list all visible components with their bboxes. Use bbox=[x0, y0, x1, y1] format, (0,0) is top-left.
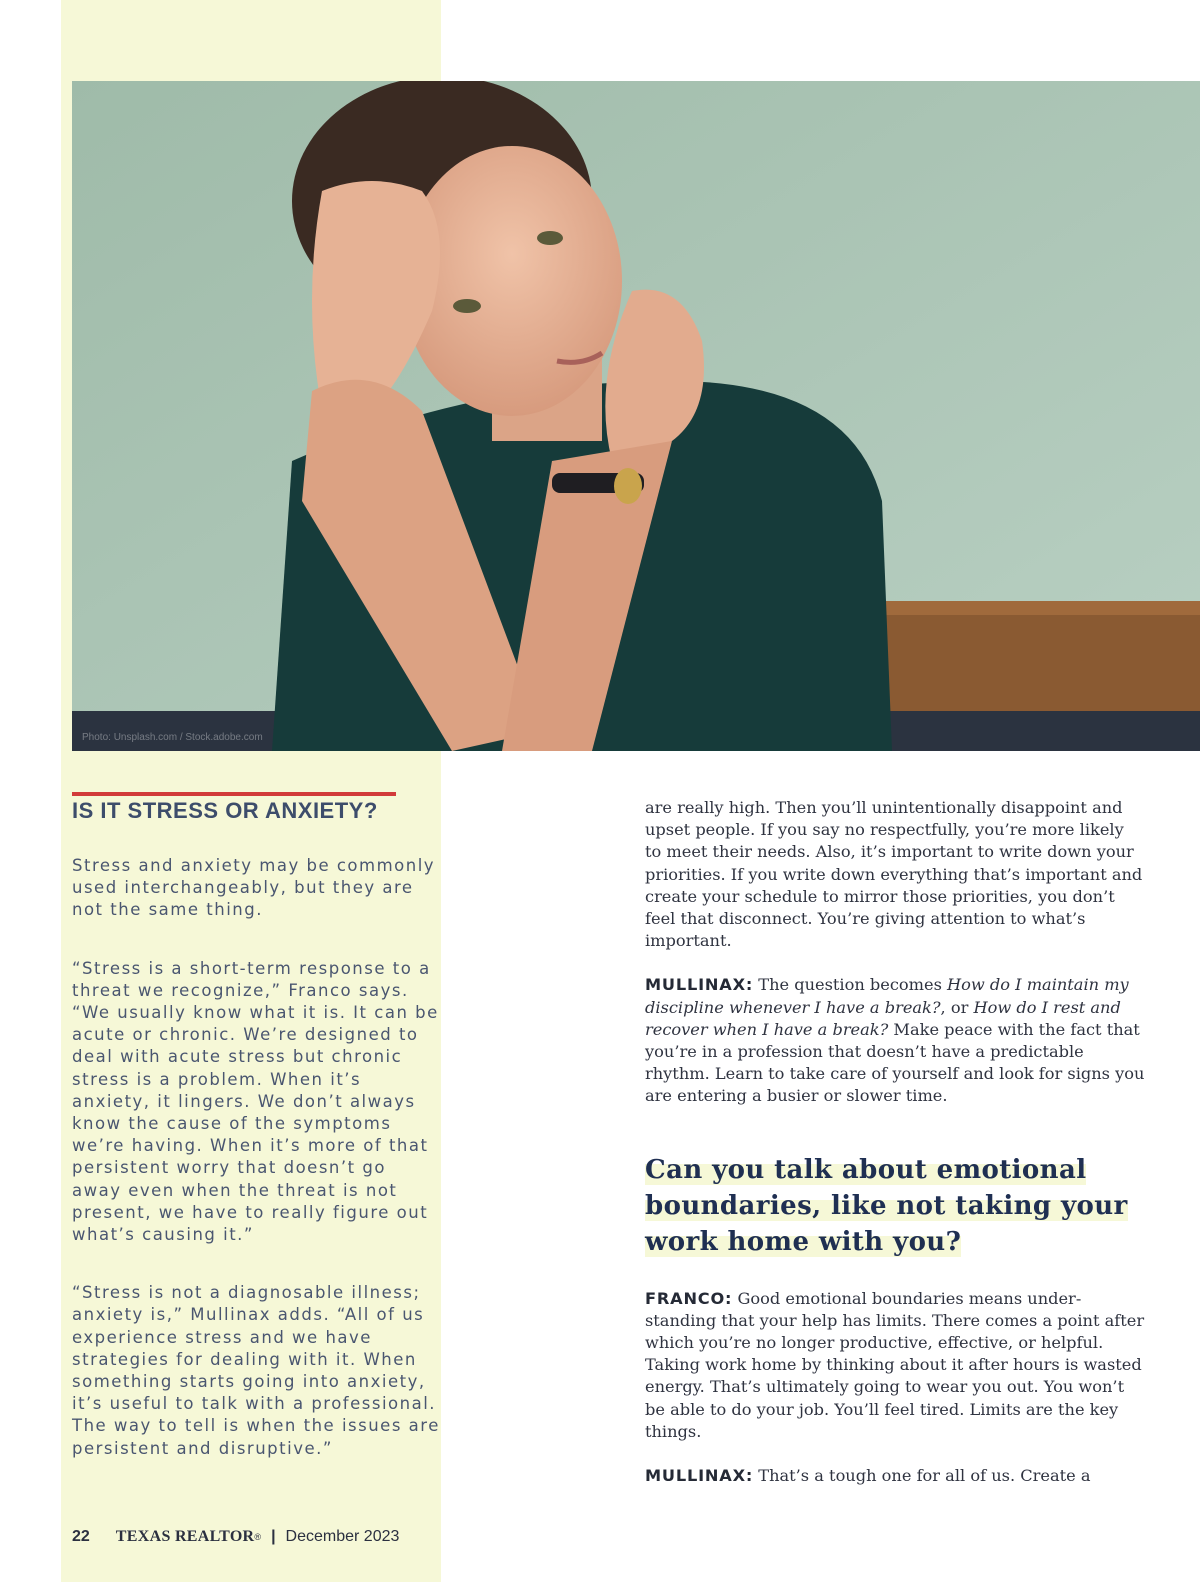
issue-date: December 2023 bbox=[285, 1528, 400, 1545]
text-run: That’s a tough one for all of us. Create a bbox=[753, 1466, 1091, 1486]
speaker-label: MULLINAX: bbox=[645, 975, 754, 995]
text-run: , or bbox=[940, 997, 974, 1017]
italic-run: How do I rest and recover when I have a break? bbox=[645, 997, 1121, 1039]
speaker-label: MULLINAX: bbox=[645, 1466, 754, 1486]
sidebar-title: IS IT STRESS OR ANXIETY? bbox=[72, 798, 378, 823]
sidebar-paragraph: Stress and anxiety may be commonly used interchangeably, but they are not the same thing. bbox=[72, 856, 436, 920]
article-photo bbox=[72, 81, 1200, 751]
article-paragraph: are really high. Then you’ll unintentionally disappoint and upset people. If you say no respectfully, you’re more likely to meet their needs. Also, it’s important to write down your priorities. If you write down everything that’s important and create your schedule to mirror those priorities, you don’t feel that disconnect. You’re giving attention to what’s important. bbox=[645, 798, 1143, 951]
text-run: Good emotional boundaries means understanding that your help has limits. There comes a point after which you’re no longer productive, effective, or helpful. Taking work home by thinking about it after hours is wasted energy. That’s ultimately going to wear you out. You won’t be able to do your job. You’ll feel tired. Limits are the key things. bbox=[645, 1288, 1145, 1441]
footer-separator: | bbox=[271, 1528, 276, 1545]
text-run: The question becomes bbox=[753, 975, 948, 995]
article-paragraph bbox=[645, 1465, 1145, 1487]
woman-photo-illustration bbox=[72, 81, 1200, 751]
question-text: Can you talk about emotional boundaries, like not taking your work home with you? bbox=[645, 1154, 1128, 1257]
article-paragraph bbox=[645, 974, 1145, 1107]
registered-mark: ® bbox=[254, 1532, 262, 1542]
magazine-name: TEXAS REALTOR bbox=[115, 1528, 255, 1545]
page-number: 22 bbox=[72, 1528, 90, 1545]
photo-credit: Photo: Unsplash.com / Stock.adobe.com bbox=[82, 732, 263, 743]
speaker-label: FRANCO: bbox=[645, 1288, 733, 1308]
article-column bbox=[645, 797, 1145, 1509]
sidebar-paragraph: “Stress is not a diagnosable illness; anxiety is,” Mullinax adds. “All of us experience stress and we have strategies for dealing with it. When something starts going into anxiety, it’s useful to talk with a professional. The way to tell is when the issues are persistent and disruptive.” bbox=[72, 1283, 440, 1458]
article-paragraph bbox=[645, 1288, 1145, 1443]
text-run: Make peace with the fact that you’re in a profession that doesn’t have a predictable rhythm. Learn to take care of yourself and look for signs you are entering a busier or slower time. bbox=[645, 1019, 1145, 1106]
page-footer bbox=[72, 1528, 399, 1546]
italic-run: How do I maintain my discipline whenever I have a break? bbox=[645, 975, 1129, 1017]
sidebar-body bbox=[72, 855, 442, 1496]
sidebar-paragraph: “Stress is a short-term response to a threat we recognize,” Franco says. “We usually know what it is. It can be acute or chronic. We’re designed to deal with acute stress but chronic stress is a problem. When it’s anxiety, it lingers. We don’t always know the cause of the symptoms we’re having. When it’s more of that persistent worry that doesn’t go away even when the threat is not present, we have to really figure out what’s causing it.” bbox=[72, 958, 439, 1245]
question-heading bbox=[645, 1152, 1145, 1260]
sidebar-accent-rule bbox=[72, 792, 396, 796]
